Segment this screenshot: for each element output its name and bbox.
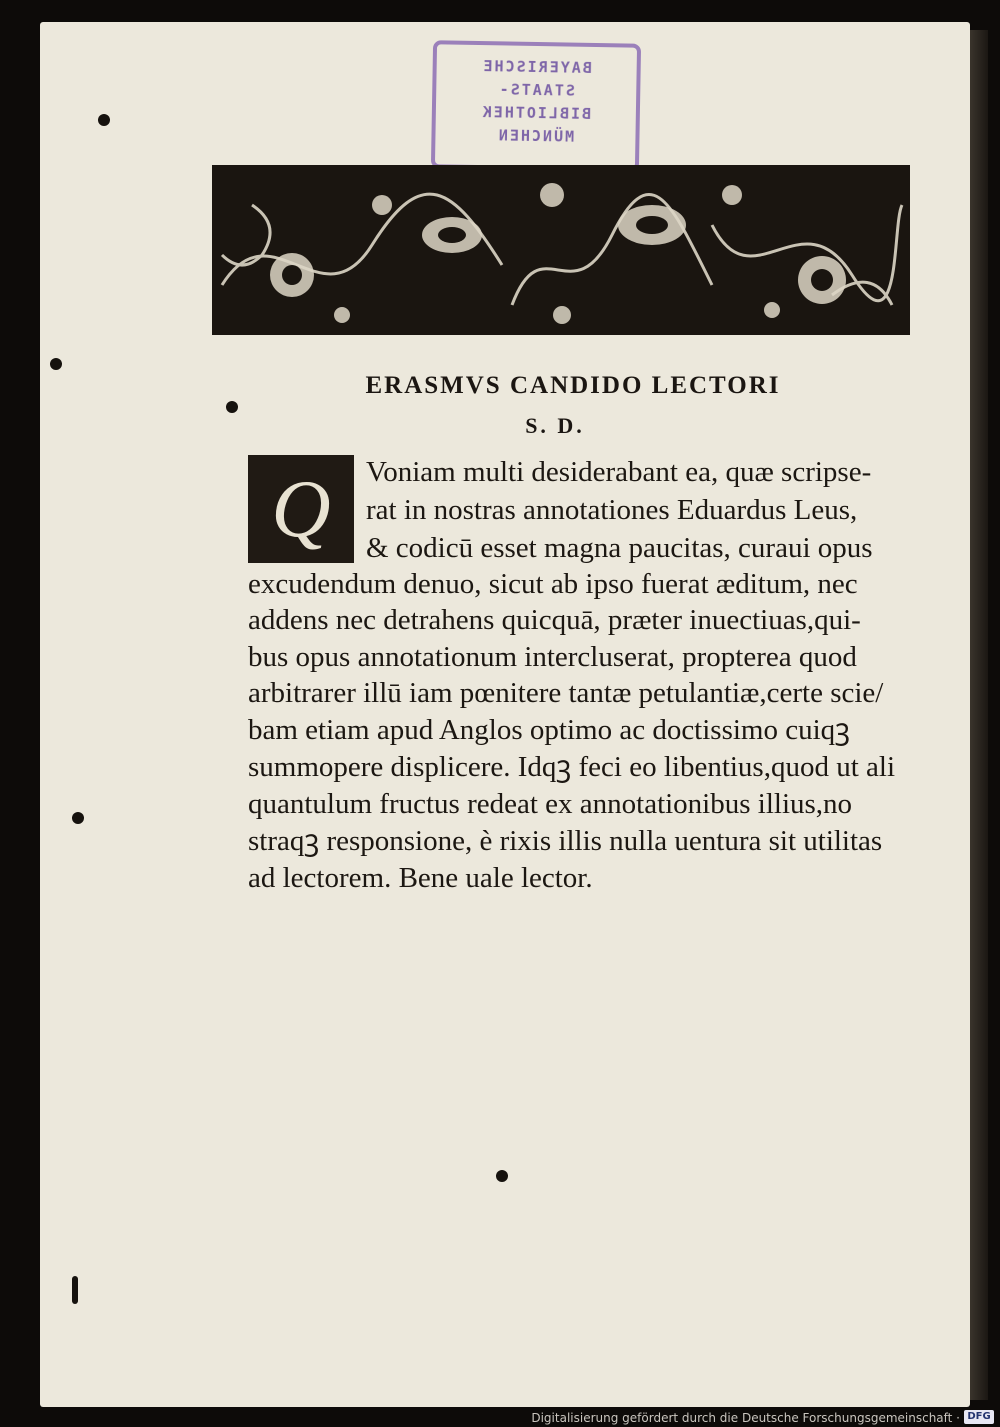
stamp-line: BIBLIOTHEK bbox=[480, 103, 592, 123]
text-line: addens nec detrahens quicquā, præter inuectiuas,qui- bbox=[248, 604, 861, 636]
ink-mark bbox=[72, 1276, 78, 1304]
ink-spot bbox=[72, 812, 84, 824]
epistle-subheading: S. D. bbox=[525, 413, 585, 438]
text-line: summopere displicere. Idqꝫ feci eo libentius,quod ut ali bbox=[248, 751, 896, 783]
library-stamp bbox=[431, 40, 641, 172]
text-line: bam etiam apud Anglos optimo ac doctissimo cuiqꝫ bbox=[248, 714, 850, 746]
stamp-line: STAATS- bbox=[497, 80, 576, 100]
text-line: ad lectorem. Bene uale lector. bbox=[248, 862, 593, 894]
ink-spot bbox=[226, 401, 238, 413]
ornament-icon bbox=[212, 165, 910, 335]
epistle-heading: ERASMVS CANDIDO LECTORI bbox=[365, 372, 781, 399]
stamp-line: MÜNCHEN bbox=[496, 126, 575, 146]
text-line: & codicū esset magna paucitas, curaui opus bbox=[366, 532, 873, 564]
ink-spot bbox=[50, 358, 62, 370]
dfg-logo: DFG bbox=[964, 1410, 994, 1424]
ornamental-woodcut-banner bbox=[212, 165, 910, 335]
text-line: Voniam multi desiderabant ea, quæ scripse- bbox=[366, 456, 872, 488]
ink-spot bbox=[98, 114, 110, 126]
page-edge bbox=[970, 30, 988, 1400]
decorated-initial bbox=[248, 455, 354, 563]
text-line: excudendum denuo, sicut ab ipso fuerat æditum, nec bbox=[248, 568, 858, 600]
text-line: straqꝫ responsione, è rixis illis nulla uentura sit utilitas bbox=[248, 825, 883, 857]
ink-spot bbox=[496, 1170, 508, 1182]
stamp-line: BAYERISCHE bbox=[481, 57, 592, 77]
text-line: arbitrarer illū iam pœnitere tantæ petulantiæ,certe scie/ bbox=[248, 677, 884, 709]
text-line: rat in nostras annotationes Eduardus Leus, bbox=[366, 494, 858, 526]
digitization-credit: Digitalisierung gefördert durch die Deutsche Forschungsgemeinschaft · bbox=[531, 1411, 960, 1425]
text-line: bus opus annotationum intercluserat, propterea quod bbox=[248, 641, 857, 673]
initial-letter: Q bbox=[271, 463, 331, 554]
text-line: quantulum fructus redeat ex annotationibus illius,no bbox=[248, 788, 853, 820]
